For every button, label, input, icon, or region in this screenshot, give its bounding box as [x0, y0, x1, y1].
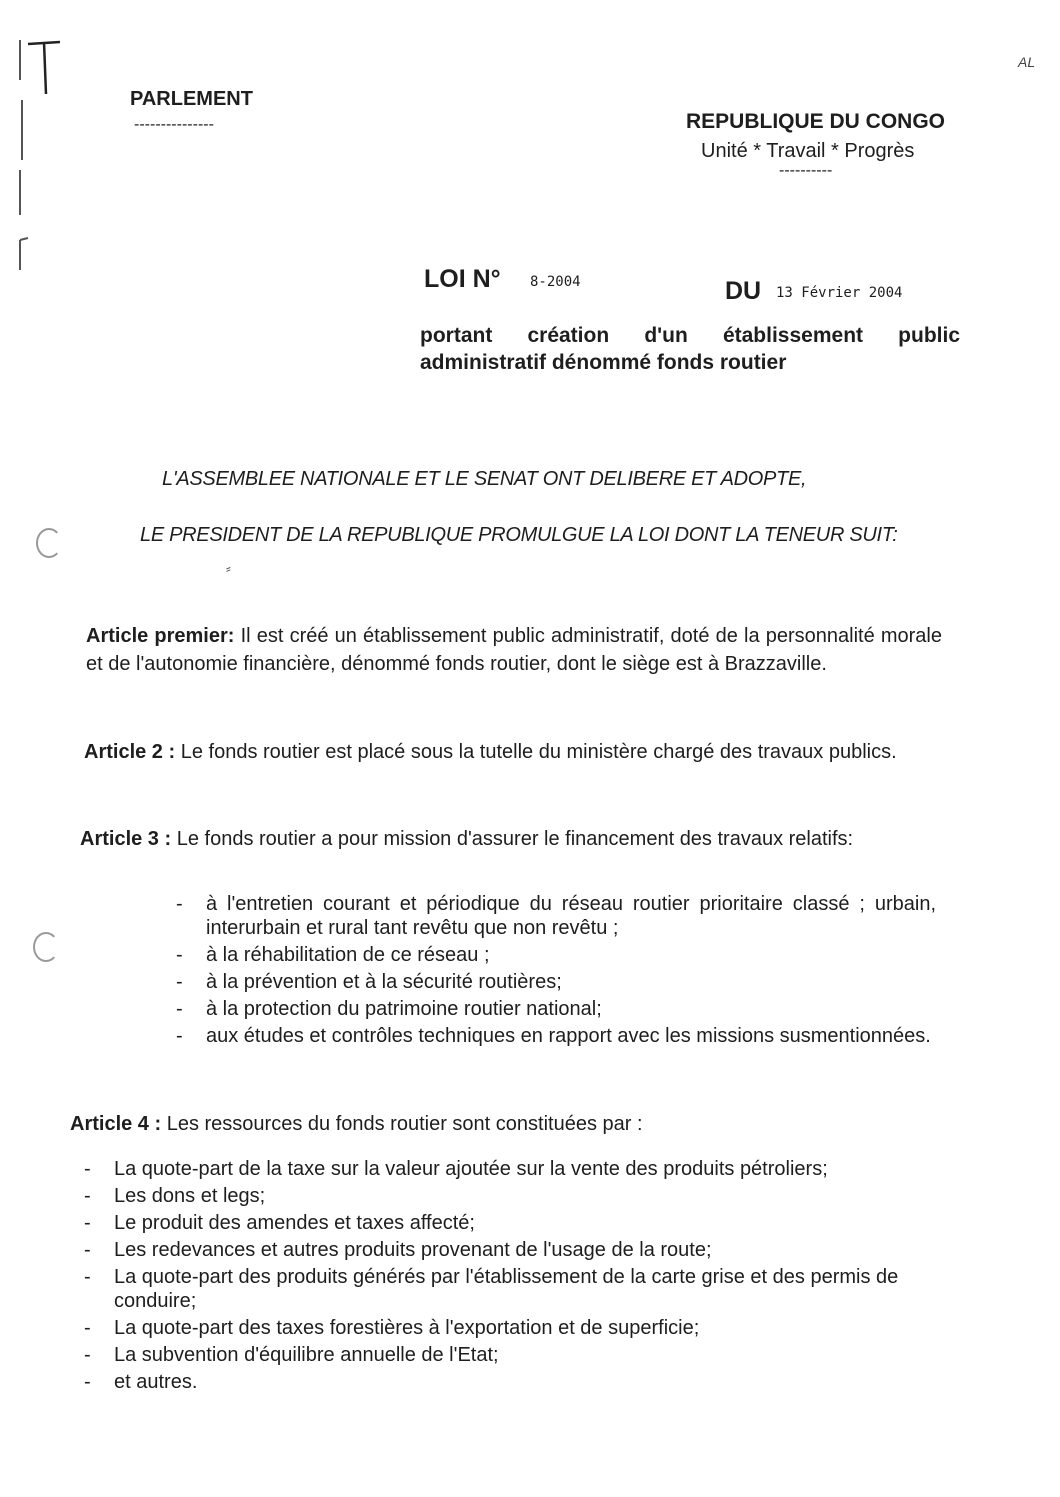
law-number: 8-2004: [530, 274, 581, 290]
right-separator: ----------: [779, 162, 833, 179]
list-item-text: La subvention d'équilibre annuelle de l'Etat;: [114, 1344, 499, 1366]
punch-hole-icon: [36, 528, 62, 558]
article-1: [86, 622, 942, 678]
law-label: LOI N°: [424, 265, 501, 293]
list-item-text: à la prévention et à la sécurité routières;: [206, 971, 562, 993]
list-dash: -: [84, 1317, 91, 1339]
article-label: Article 2 :: [84, 741, 176, 763]
stray-mark: ⸗: [226, 560, 231, 576]
list-dash: -: [84, 1344, 91, 1366]
republic-heading: REPUBLIQUE DU CONGO: [686, 110, 946, 133]
list-dash: -: [84, 1158, 91, 1180]
list-item-text: La quote-part de la taxe sur la valeur ajoutée sur la vente des produits pétroliers;: [114, 1158, 828, 1180]
list-dash: -: [176, 1025, 183, 1047]
list-item-text: à l'entretien courant et périodique du réseau routier prioritaire classé ; urbain, interurbain et rural tant revêtu que non revêtu ;: [206, 893, 936, 939]
list-item-text: La quote-part des taxes forestières à l'exportation et de superficie;: [114, 1317, 700, 1339]
law-title: portant création d'un établissement public administratif dénommé fonds routier: [420, 324, 960, 374]
list-dash: -: [84, 1239, 91, 1261]
list-item: [84, 1265, 924, 1313]
list-item-text: aux études et contrôles techniques en rapport avec les missions susmentionnées.: [206, 1025, 931, 1047]
list-dash: -: [176, 893, 183, 915]
list-item-text: à la protection du patrimoine routier national;: [206, 998, 602, 1020]
list-item: [84, 1211, 924, 1235]
list-item-text: Le produit des amendes et taxes affecté;: [114, 1212, 475, 1234]
list-dash: -: [84, 1185, 91, 1207]
list-dash: -: [84, 1266, 91, 1288]
list-item: [176, 1024, 936, 1048]
list-item-text: Les dons et legs;: [114, 1185, 266, 1207]
article-4-list: [84, 1157, 924, 1397]
binding-edge-marks: [14, 40, 34, 300]
national-motto: Unité * Travail * Progrès: [701, 140, 915, 162]
list-item: [84, 1370, 924, 1394]
list-dash: -: [176, 998, 183, 1020]
list-item-text: La quote-part des produits générés par l'établissement de la carte grise et des permis de conduire;: [114, 1266, 899, 1312]
corner-mark: AL: [1018, 54, 1036, 70]
article-text: Les ressources du fonds routier sont constituées par :: [166, 1113, 643, 1135]
punch-hole-icon: [33, 932, 59, 962]
list-item-text: à la réhabilitation de ce réseau ;: [206, 944, 490, 966]
article-text: Il est créé un établissement public administratif, doté de la personnalité morale et de l'autonomie financière, dénommé fonds routier, dont le siège est à Brazzaville.: [86, 625, 942, 675]
list-item: [176, 892, 936, 940]
article-2: [84, 738, 940, 766]
list-dash: -: [84, 1212, 91, 1234]
list-item-text: et autres.: [114, 1371, 198, 1393]
list-dash: -: [176, 971, 183, 993]
article-text: Le fonds routier a pour mission d'assurer le financement des travaux relatifs:: [176, 828, 854, 850]
law-date-label: DU: [725, 277, 762, 305]
article-label: Article premier:: [86, 625, 235, 647]
parliament-heading: PARLEMENT: [130, 88, 253, 110]
list-dash: -: [84, 1371, 91, 1393]
article-label: Article 4 :: [70, 1113, 162, 1135]
article-4: [70, 1110, 930, 1138]
law-date: 13 Février 2004: [776, 285, 903, 301]
list-item: [176, 943, 936, 967]
article-3: [80, 825, 936, 853]
list-item: [84, 1316, 924, 1340]
list-dash: -: [176, 944, 183, 966]
article-text: Le fonds routier est placé sous la tutelle du ministère chargé des travaux publics.: [180, 741, 897, 763]
article-3-list: [176, 892, 936, 1051]
list-item: [176, 970, 936, 994]
list-item: [84, 1343, 924, 1367]
list-item: [84, 1157, 924, 1181]
article-label: Article 3 :: [80, 828, 172, 850]
list-item: [84, 1184, 924, 1208]
list-item: [84, 1238, 924, 1262]
list-item: [176, 997, 936, 1021]
list-item-text: Les redevances et autres produits provenant de l'usage de la route;: [114, 1239, 712, 1261]
preamble-line-2: LE PRESIDENT DE LA REPUBLIQUE PROMULGUE LA LOI DONT LA TENEUR SUIT:: [140, 524, 898, 546]
preamble-line-1: L'ASSEMBLEE NATIONALE ET LE SENAT ONT DELIBERE ET ADOPTE,: [162, 468, 807, 490]
left-separator: ---------------: [134, 116, 214, 133]
